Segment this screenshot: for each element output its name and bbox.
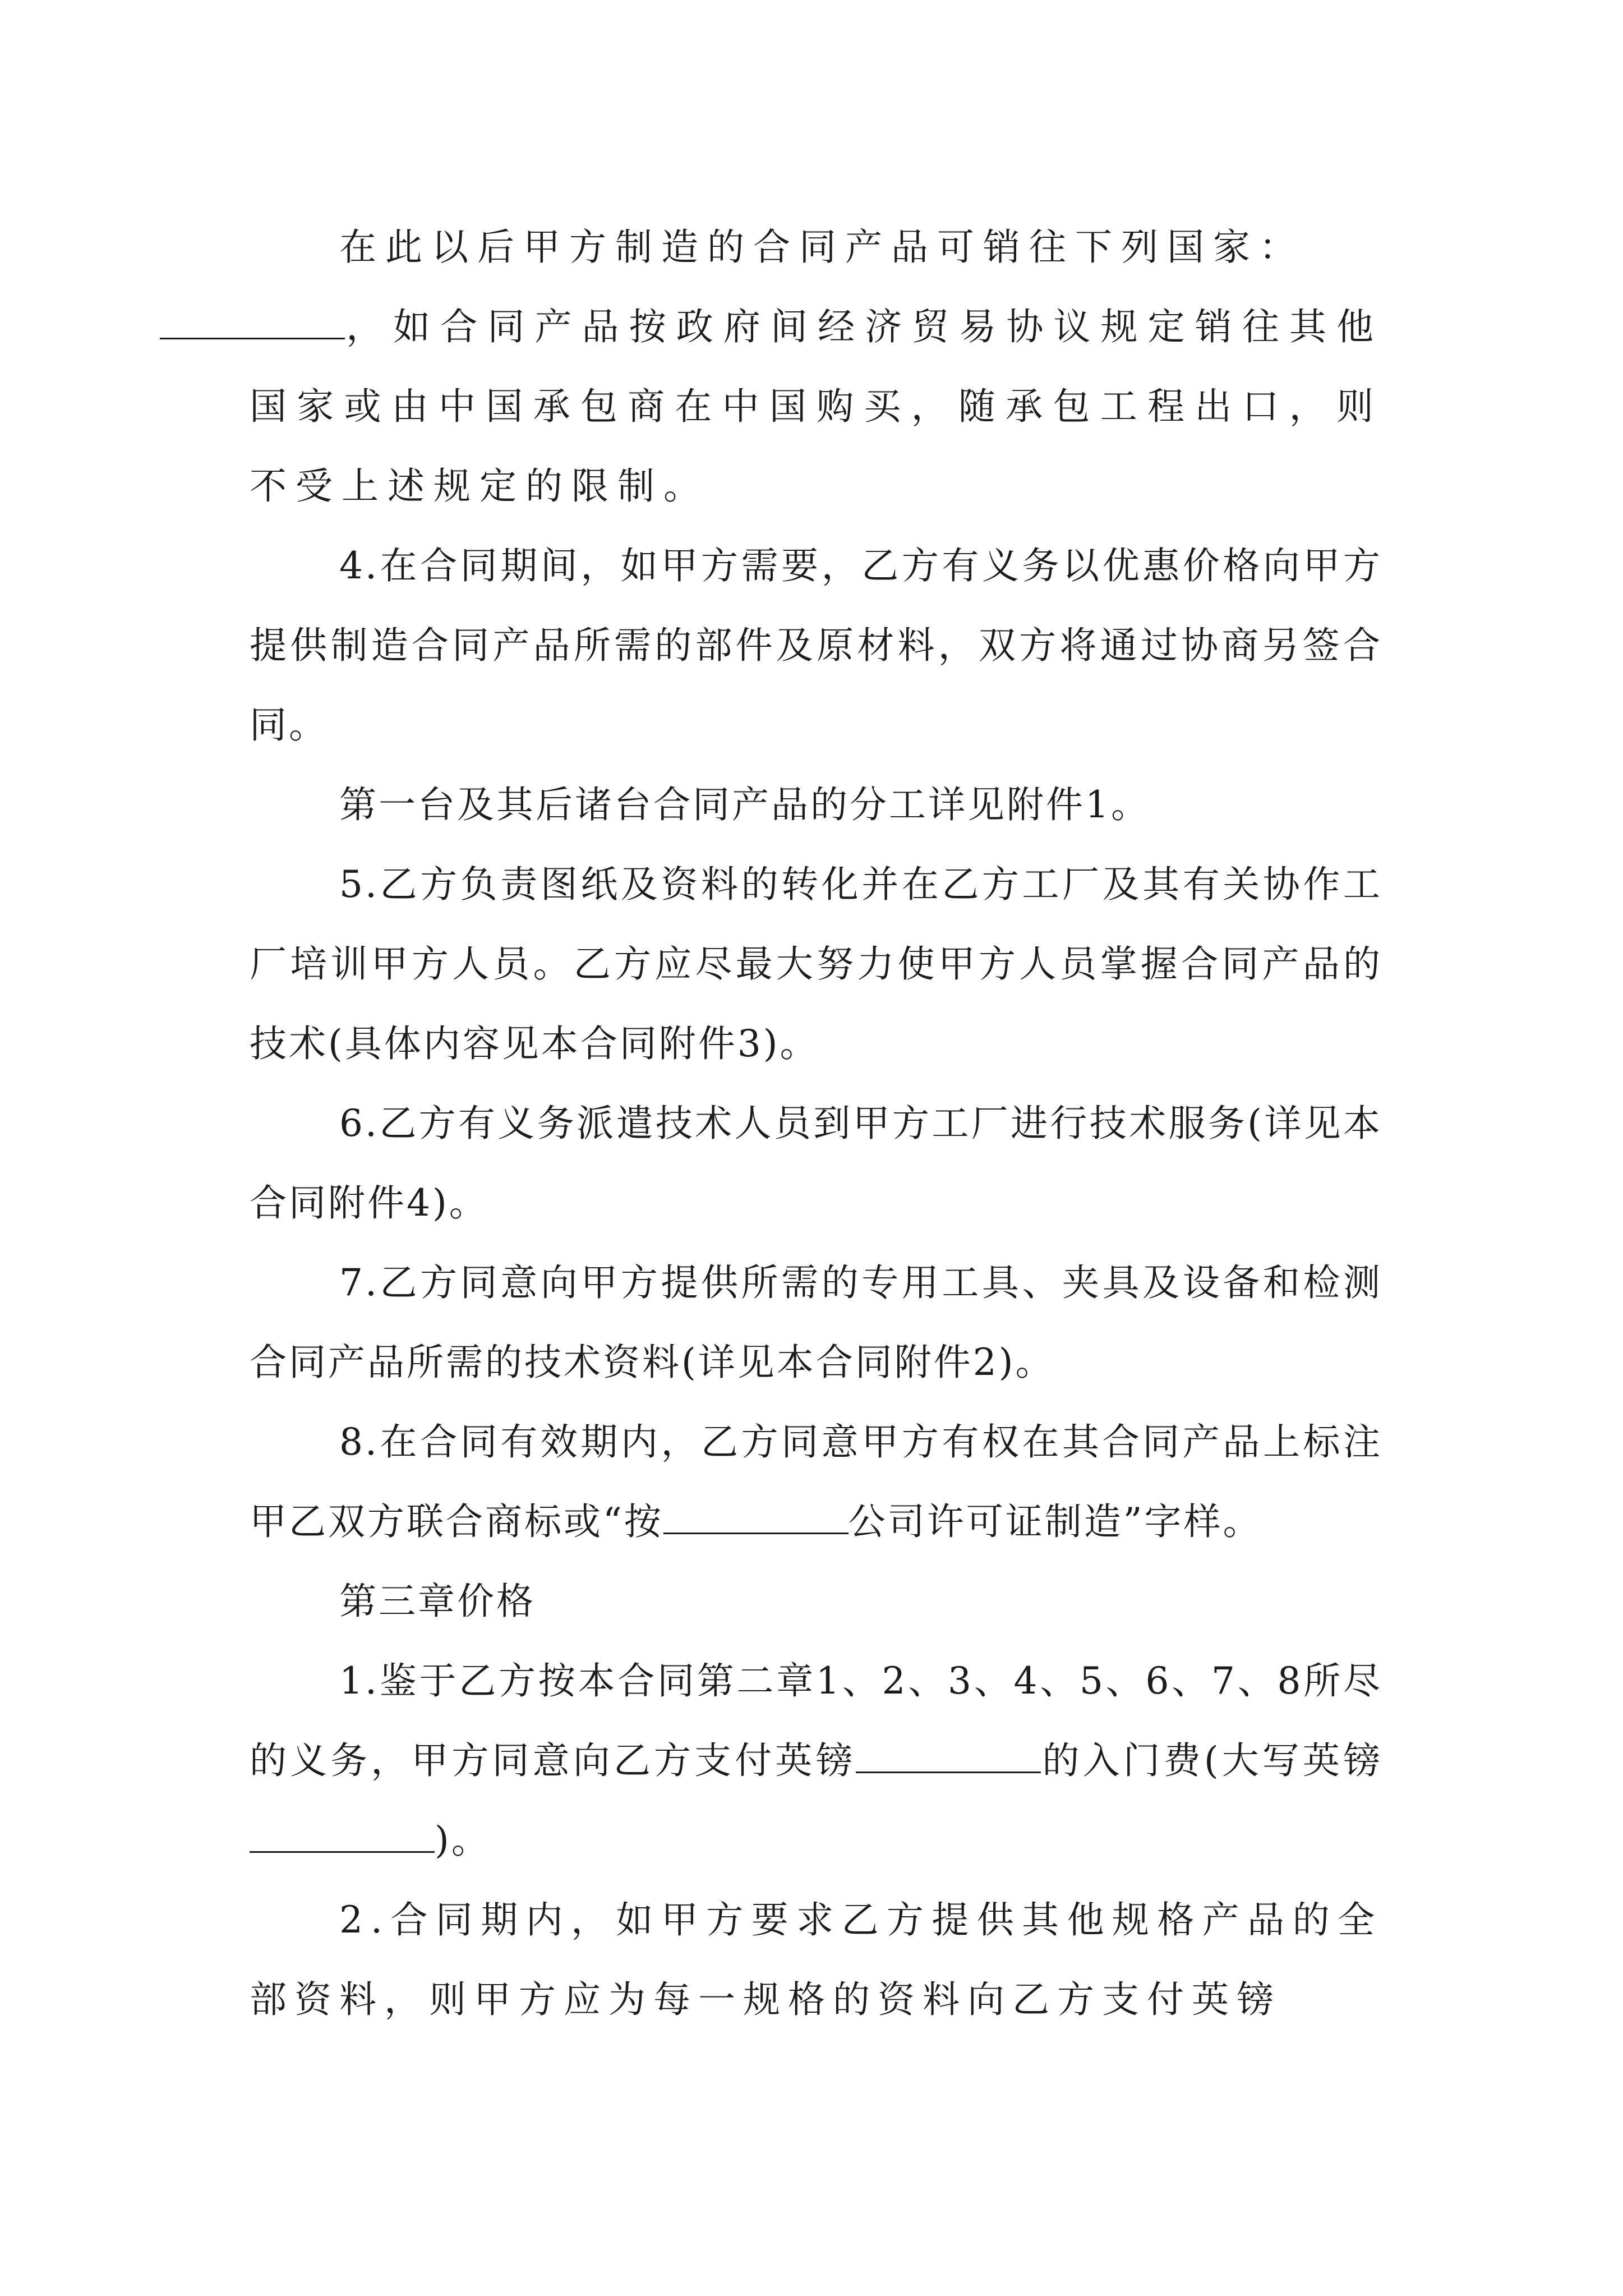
chapter-heading-price: 第三章价格 xyxy=(339,1580,536,1623)
fill-in-blank xyxy=(160,306,345,339)
text-segment: 公司许可证制造”字样。 xyxy=(848,1500,1262,1543)
text-segment: ，如合同产品按政府间经济贸易协议规定销往其他国家或由中国承包商在中国购买，随承包工程出口，则不受上述规定的限制。 xyxy=(250,305,1382,508)
text-segment: 1.鉴于乙方按本合同第二章1、2、3、4、5、6、7、8所尽的义务，甲方同意向乙方支付英镑 xyxy=(250,1659,1382,1782)
paragraph-export-countries xyxy=(250,208,1382,526)
paragraph-price-clause-1 xyxy=(250,1641,1382,1880)
document-body xyxy=(250,208,1382,2040)
fill-in-blank xyxy=(250,1820,435,1853)
text-segment: 的入门费(大写英镑 xyxy=(1041,1739,1382,1782)
text-segment: 在此以后甲方制造的合同产品可销往下列国家： xyxy=(339,226,1305,269)
paragraph-division-of-work: 第一台及其后诸台合同产品的分工详见附件1。 xyxy=(339,783,1150,826)
paragraph-clause-4: 4.在合同期间，如甲方需要，乙方有义务以优惠价格向甲方提供制造合同产品所需的部件及原材料，双方将通过协商另签合同。 xyxy=(250,544,1382,747)
paragraph-clause-5: 5.乙方负责图纸及资料的转化并在乙方工厂及其有关协作工厂培训甲方人员。乙方应尽最大努力使甲方人员掌握合同产品的技术(具体内容见本合同附件3)。 xyxy=(250,863,1382,1065)
text-segment: )。 xyxy=(435,1819,491,1862)
text-segment: 8.在合同有效期内，乙方同意甲方有权在其合同产品上标注甲乙双方联合商标或“按 xyxy=(250,1420,1382,1543)
fill-in-blank xyxy=(856,1740,1041,1773)
paragraph-price-clause-2: 2.合同期内，如甲方要求乙方提供其他规格产品的全部资料，则甲方应为每一规格的资料向乙方支付英镑 xyxy=(250,1898,1382,2021)
fill-in-blank xyxy=(663,1501,849,1534)
paragraph-clause-6: 6.乙方有义务派遣技术人员到甲方工厂进行技术服务(详见本合同附件4)。 xyxy=(250,1102,1382,1225)
paragraph-clause-7: 7.乙方同意向甲方提供所需的专用工具、夹具及设备和检测合同产品所需的技术资料(详见本合同附件2)。 xyxy=(250,1261,1382,1384)
paragraph-clause-8 xyxy=(250,1402,1382,1562)
